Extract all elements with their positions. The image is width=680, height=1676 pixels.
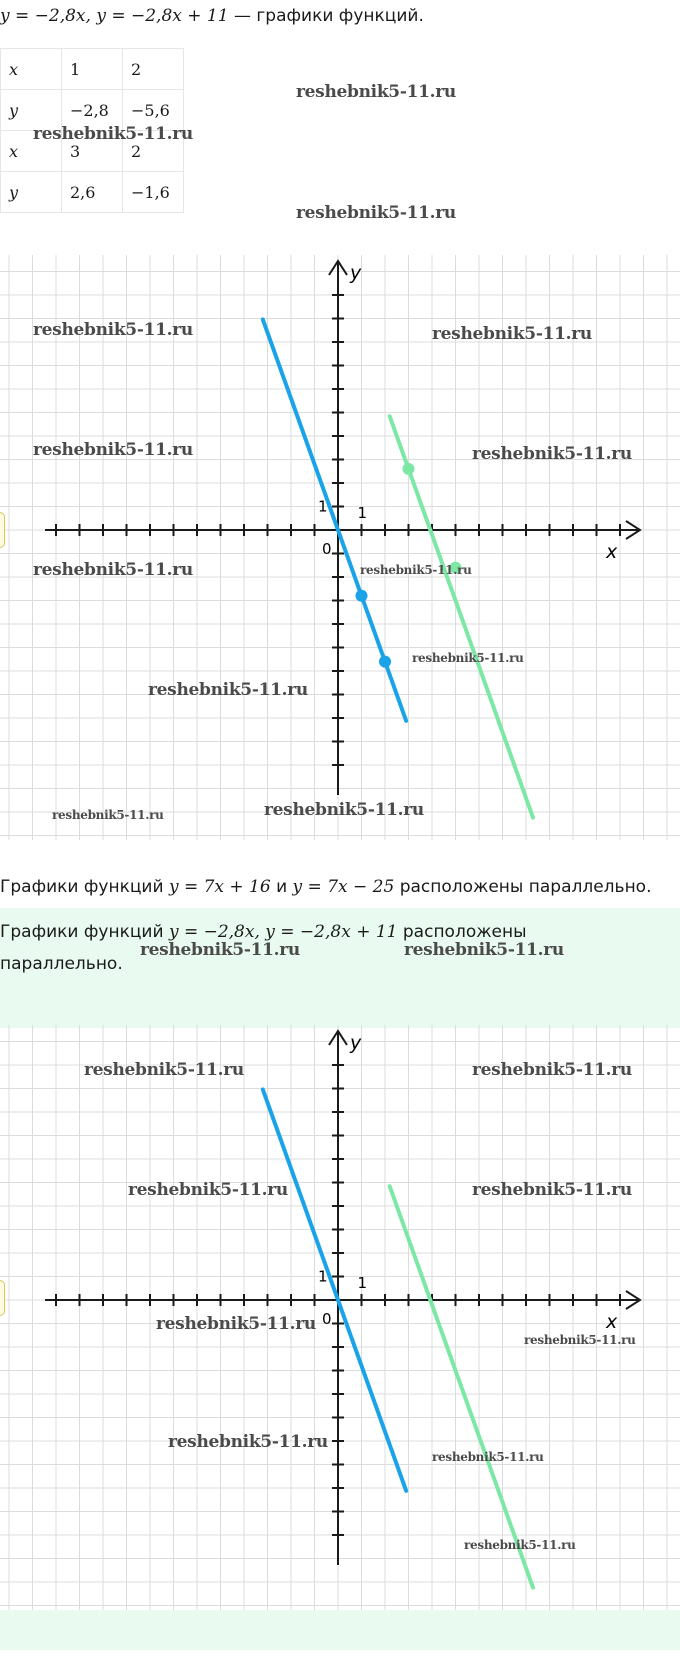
sentence-1-suffix: расположены параллельно. [394,877,652,897]
x-axis-label-1: x [606,541,618,563]
table-cell: x [1,49,62,90]
origin-label-1: 0 [322,540,332,558]
watermark: reshebnik5-11.ru [168,1432,328,1452]
sentence-1-prefix: Графики функций [0,877,169,897]
watermark: reshebnik5-11.ru [52,808,164,822]
sentence-2-formula: y = −2,8x, y = −2,8x + 11 [168,922,398,942]
sentence-2-suffix: расположены [397,922,527,942]
watermark: reshebnik5-11.ru [412,651,524,665]
table-cell: 3 [62,131,123,172]
table-row [1,49,184,90]
data-point [403,463,415,475]
side-marker [0,1280,5,1316]
unit-y-label-1: 1 [318,497,328,516]
watermark: reshebnik5-11.ru [472,1060,632,1080]
intro-line [0,6,424,26]
intro-formula: y = −2,8x, y = −2,8x + 11 [0,6,229,26]
watermark: reshebnik5-11.ru [33,124,193,144]
sentence-1 [0,877,652,897]
side-marker [0,512,5,548]
table-cell: −1,6 [123,172,184,213]
sentence-2-prefix: Графики функций [0,922,169,942]
watermark: reshebnik5-11.ru [432,324,592,344]
sentence-1-formula-2: y = 7x − 25 [292,877,395,897]
table-cell: 2 [123,49,184,90]
y-axis-label-2: y [350,1032,362,1054]
watermark: reshebnik5-11.ru [156,1314,316,1334]
watermark: reshebnik5-11.ru [148,680,308,700]
watermark: reshebnik5-11.ru [296,203,456,223]
watermark: reshebnik5-11.ru [432,1450,544,1464]
watermark: reshebnik5-11.ru [33,440,193,460]
graph-2 [0,1025,680,1610]
table-cell: y [1,90,62,131]
sentence-2-line-2: параллельно. [0,954,123,974]
table-cell: y [1,172,62,213]
table-cell: x [1,131,62,172]
watermark: reshebnik5-11.ru [464,1538,576,1552]
unit-y-label-2: 1 [318,1267,328,1286]
table-row [1,172,184,213]
y-axis-label-1: y [350,262,362,284]
origin-label-2: 0 [322,1310,332,1328]
intro-text: — графики функций. [228,6,424,26]
watermark: reshebnik5-11.ru [264,800,424,820]
series-line-b-1 [390,416,533,817]
unit-x-label-1: 1 [357,504,368,522]
table-cell: −2,8 [62,90,123,131]
data-point [356,590,368,602]
x-axis-label-2: x [606,1311,618,1333]
sentence-1-mid: и [270,877,293,897]
watermark: reshebnik5-11.ru [33,560,193,580]
unit-x-label-2: 1 [357,1274,368,1292]
watermark: reshebnik5-11.ru [140,940,300,960]
data-point [379,656,391,668]
sentence-1-formula: y = 7x + 16 [168,877,271,897]
table-cell: 1 [62,49,123,90]
watermark: reshebnik5-11.ru [84,1060,244,1080]
table-cell: 2 [123,131,184,172]
answer-band-bottom [0,1610,680,1650]
watermark: reshebnik5-11.ru [128,1180,288,1200]
watermark: reshebnik5-11.ru [524,1333,636,1347]
watermark: reshebnik5-11.ru [404,940,564,960]
table-cell: −5,6 [123,90,184,131]
watermark: reshebnik5-11.ru [472,444,632,464]
table-cell: 2,6 [62,172,123,213]
watermark: reshebnik5-11.ru [360,563,472,577]
watermark: reshebnik5-11.ru [296,82,456,102]
watermark: reshebnik5-11.ru [472,1180,632,1200]
series-line-b-2 [390,1186,533,1587]
watermark: reshebnik5-11.ru [33,320,193,340]
